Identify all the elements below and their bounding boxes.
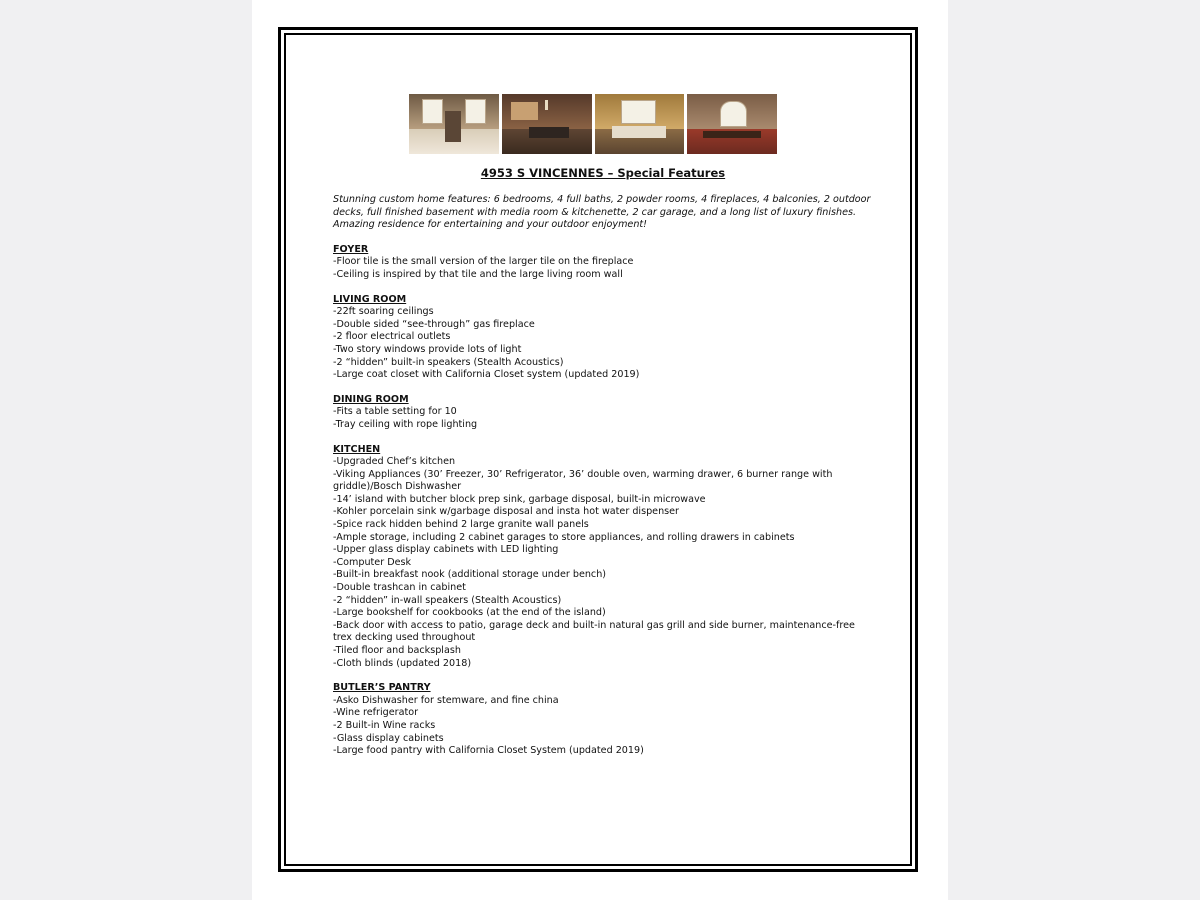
- feature-item: -Kohler porcelain sink w/garbage disposal and insta hot water dispenser: [333, 506, 680, 518]
- feature-item: -Cloth blinds (updated 2018): [333, 657, 472, 669]
- feature-item: -22ft soaring ceilings: [333, 306, 434, 318]
- feature-item: -Computer Desk: [333, 556, 412, 568]
- feature-item: -Double trashcan in cabinet: [333, 582, 466, 594]
- photo-strip: [409, 94, 777, 154]
- section-butler-s-pantry: [333, 682, 873, 758]
- living-room-photo: [409, 94, 499, 154]
- section-kitchen: [333, 444, 873, 671]
- sections-list: [333, 244, 873, 758]
- section-foyer: [333, 244, 873, 282]
- feature-item: -2 “hidden” in-wall speakers (Stealth Acoustics): [333, 594, 562, 606]
- feature-item: -Ceiling is inspired by that tile and the large living room wall: [333, 268, 623, 280]
- section-heading: BUTLER’S PANTRY: [333, 682, 431, 694]
- feature-item: -2 floor electrical outlets: [333, 331, 451, 343]
- feature-item: -Floor tile is the small version of the larger tile on the fireplace: [333, 256, 634, 268]
- feature-item: -Tray ceiling with rope lighting: [333, 418, 478, 430]
- feature-item: -Spice rack hidden behind 2 large granite wall panels: [333, 519, 589, 531]
- feature-item: -Large food pantry with California Closet System (updated 2019): [333, 745, 644, 757]
- section-heading: DINING ROOM: [333, 393, 409, 405]
- intro-paragraph: Stunning custom home features: 6 bedrooms, 4 full baths, 2 powder rooms, 4 fireplaces, 4 balconies, 2 outdoor decks, full finished basement with media room & kitchenette, 2 car garage, and a long list of luxury finishes. Amazing residence for entertaining and your outdoor enjoyment!: [333, 194, 871, 231]
- document-body: [333, 166, 873, 770]
- bathroom-photo: [595, 94, 685, 154]
- feature-item: -Large coat closet with California Closet system (updated 2019): [333, 369, 640, 381]
- dining-room-photo: [687, 94, 777, 154]
- feature-item: -Viking Appliances (30’ Freezer, 30’ Refrigerator, 36’ double oven, warming drawer, 6 burner range with griddle)/Bosch Dishwasher: [333, 468, 833, 493]
- feature-item: -Tiled floor and backsplash: [333, 645, 461, 656]
- document-title: 4953 S VINCENNES – Special Features: [480, 166, 726, 180]
- section-living-room: [333, 294, 873, 382]
- feature-item: -Ample storage, including 2 cabinet garages to store appliances, and rolling drawers in cabinets: [333, 531, 795, 543]
- feature-item: -Large bookshelf for cookbooks (at the end of the island): [333, 607, 606, 619]
- feature-item: -Fits a table setting for 10: [333, 406, 457, 418]
- feature-item: -2 “hidden” built-in speakers (Stealth Acoustics): [333, 356, 564, 368]
- section-heading: LIVING ROOM: [333, 293, 407, 305]
- feature-item: -2 Built-in Wine racks: [333, 719, 436, 731]
- feature-item: -Built-in breakfast nook (additional storage under bench): [333, 569, 607, 581]
- feature-item: -Two story windows provide lots of light: [333, 343, 522, 355]
- feature-item: -Upgraded Chef’s kitchen: [333, 456, 456, 468]
- feature-item: -Asko Dishwasher for stemware, and fine china: [333, 694, 559, 706]
- feature-item: -14’ island with butcher block prep sink, garbage disposal, built-in microwave: [333, 493, 706, 505]
- section-heading: FOYER: [333, 243, 369, 255]
- feature-item: -Upper glass display cabinets with LED lighting: [333, 544, 559, 556]
- feature-item: -Wine refrigerator: [333, 707, 419, 719]
- feature-item: -Glass display cabinets: [333, 732, 444, 744]
- feature-item: -Back door with access to patio, garage deck and built-in natural gas grill and side burner, maintenance-free trex decking used throughout: [333, 619, 855, 644]
- section-heading: KITCHEN: [333, 443, 381, 455]
- feature-item: -Double sided “see-through” gas fireplace: [333, 318, 535, 330]
- section-dining-room: [333, 394, 873, 432]
- kitchen-photo: [502, 94, 592, 154]
